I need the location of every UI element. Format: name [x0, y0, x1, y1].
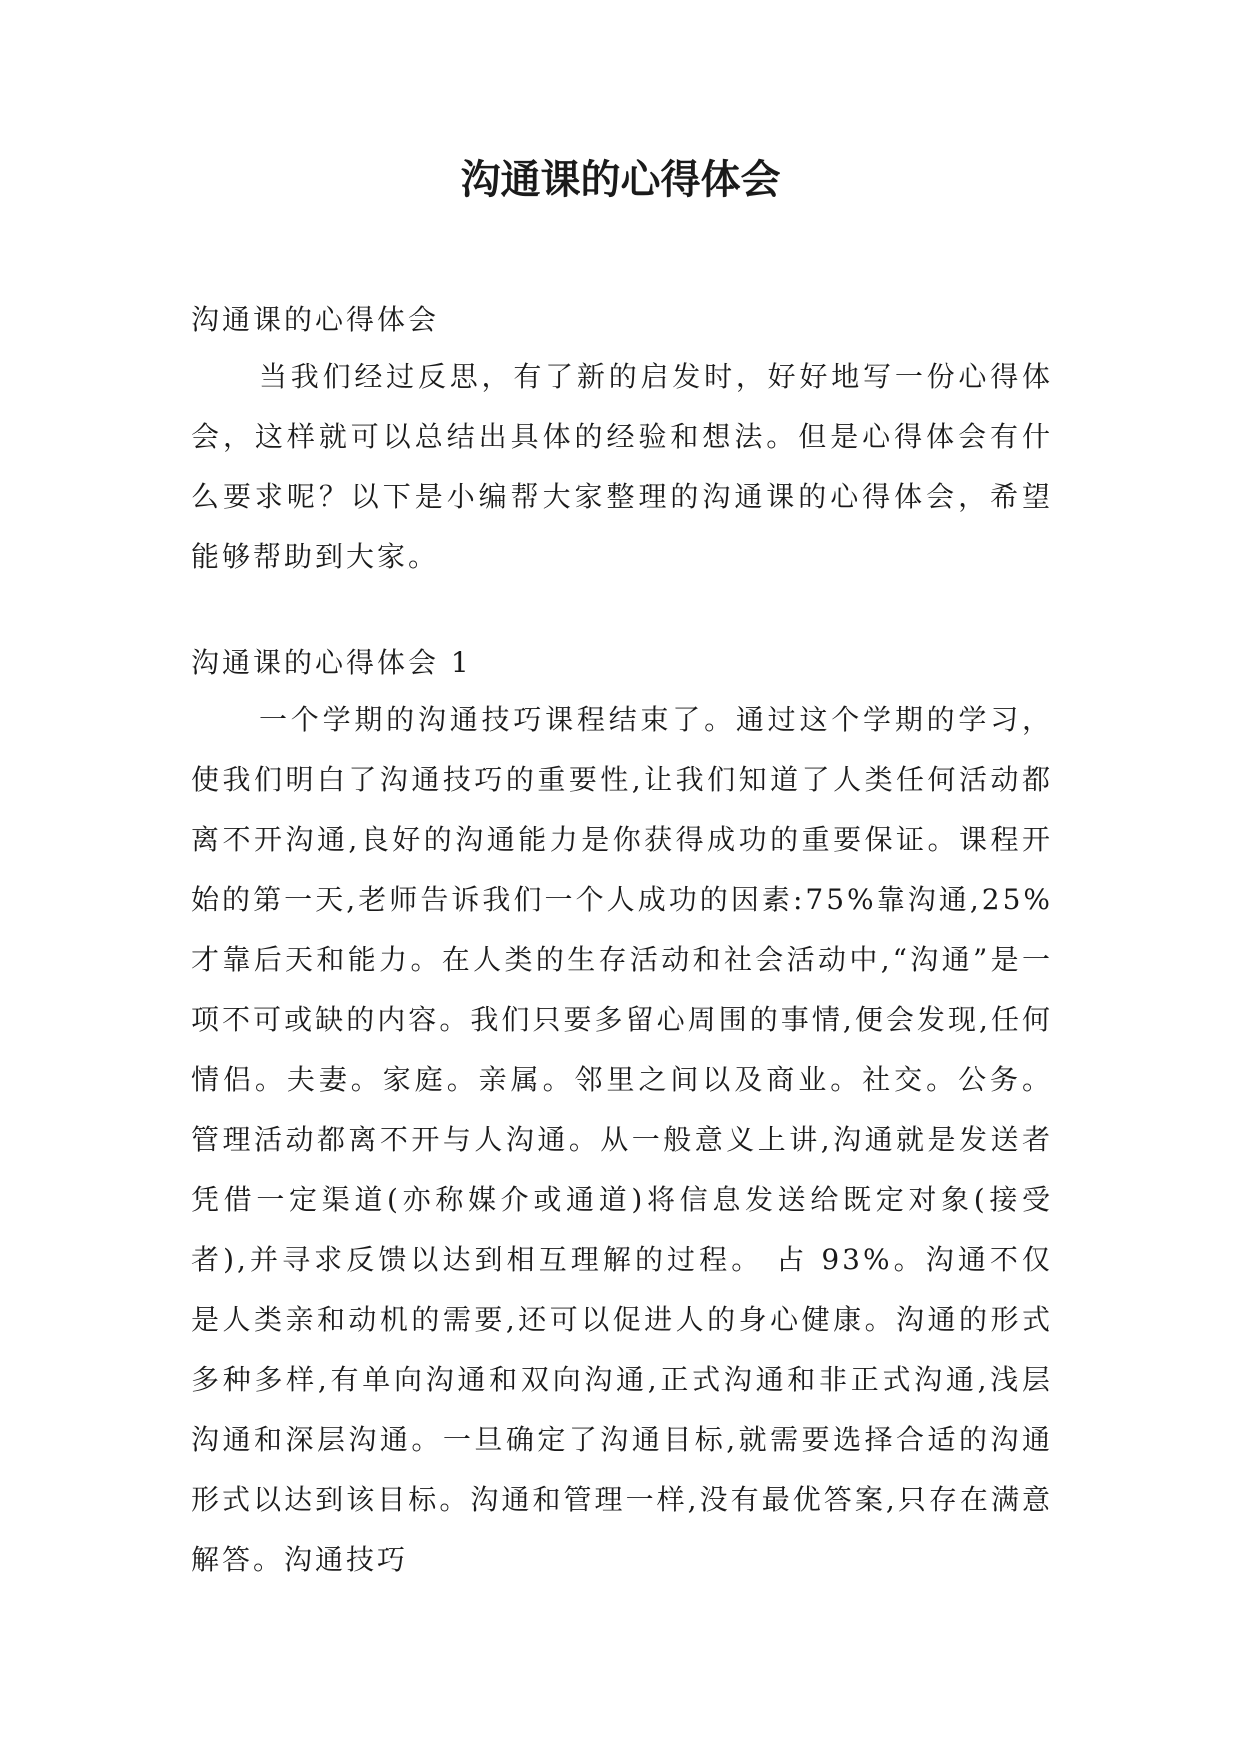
section-heading-main: 沟通课的心得体会 [191, 303, 440, 336]
section-1-paragraph: 一个学期的沟通技巧课程结束了。通过这个学期的学习，使我们明白了沟通技巧的重要性,让我们知道了人类任何活动都离不开沟通,良好的沟通能力是你获得成功的重要保证。课程开始的第一天,老师告诉我们一个人成功的因素:75%靠沟通,25%才靠后天和能力。在人类的生存活动和社会活动中,“沟通”是一项不可或缺的内容。我们只要多留心周围的事情,便会发现,任何情侣。夫妻。家庭。亲属。邻里之间以及商业。社交。公务。管理活动都离不开与人沟通。从一般意义上讲,沟通就是发送者凭借一定渠道(亦称媒介或通道)将信息发送给既定对象(接受者),并寻求反馈以达到相互理解的过程。 占 93%。沟通不仅是人类亲和动机的需要,还可以促进人的身心健康。沟通的形式多种多样,有单向沟通和双向沟通,正式沟通和非正式沟通,浅层沟通和深层沟通。一旦确定了沟通目标,就需要选择合适的沟通形式以达到该目标。沟通和管理一样,没有最优答案,只存在满意解答。沟通技巧 [191, 703, 1053, 1576]
section-heading-1: 沟通课的心得体会 1 [191, 646, 472, 679]
document-title: 沟通课的心得体会 [460, 156, 781, 203]
intro-paragraph: 当我们经过反思，有了新的启发时，好好地写一份心得体会，这样就可以总结出具体的经验和想法。但是心得体会有什么要求呢？以下是小编帮大家整理的沟通课的心得体会，希望能够帮助到大家。 [191, 360, 1053, 573]
